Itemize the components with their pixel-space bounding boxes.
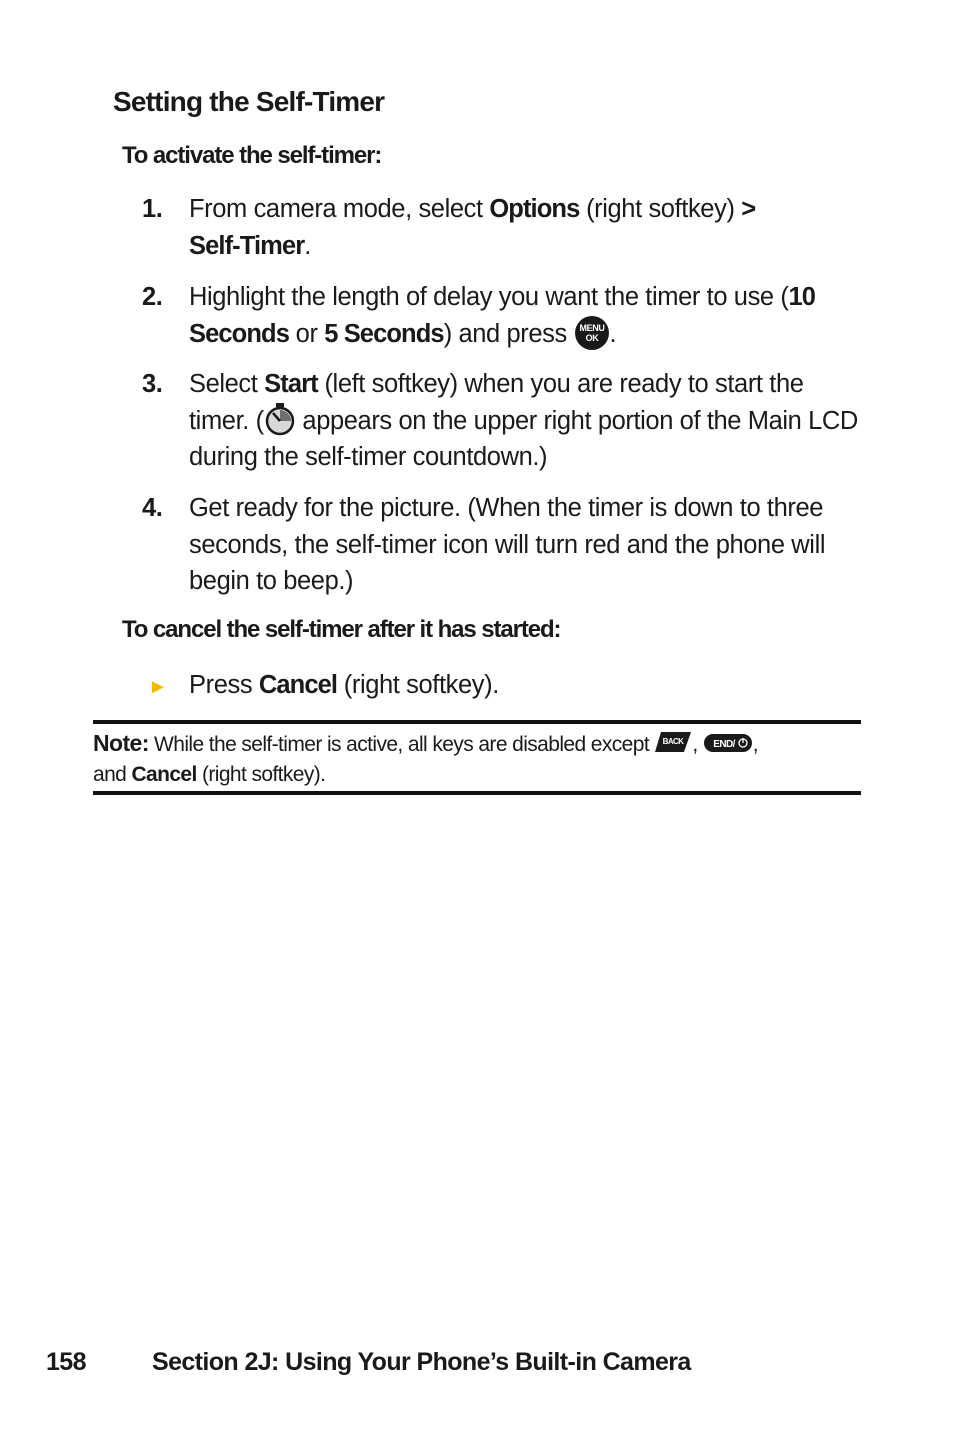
- step-number: 3.: [142, 370, 163, 398]
- step-3: [142, 366, 862, 476]
- step-text: Get ready for the picture. (When the timer is down to three seconds, the self-timer icon will turn red and the phone will begin to beep.): [189, 494, 826, 595]
- note-cancel-label: Cancel: [131, 763, 197, 786]
- step-number: 2.: [142, 283, 163, 311]
- step-4: [142, 490, 862, 600]
- step-text: Highlight the length of delay you want the timer to use (10 Seconds or 5 Seconds) and press MENU OK .: [189, 279, 862, 352]
- step-text: Select Start (left softkey) when you are ready to start the timer. ( appears on the upper right portion of the Main LCD during the self-timer countdown.): [189, 370, 858, 471]
- triangle-bullet-icon: ►: [148, 676, 168, 698]
- step-number: 1.: [142, 195, 163, 223]
- self-timer-icon: [264, 407, 296, 437]
- activate-subheading: To activate the self-timer:: [122, 142, 382, 169]
- step-number: 4.: [142, 494, 163, 522]
- five-seconds-label: 5 Seconds: [324, 319, 444, 348]
- menu-separator: >: [741, 195, 756, 223]
- svg-text:OK: OK: [585, 332, 598, 343]
- step-1: [142, 191, 862, 264]
- start-label: Start: [264, 370, 318, 398]
- cancel-subheading: To cancel the self-timer after it has started:: [122, 616, 561, 643]
- page-title: Setting the Self-Timer: [113, 86, 385, 117]
- menu-ok-key-icon: [574, 319, 610, 351]
- options-label: Options: [489, 195, 580, 223]
- ten-seconds-label: 10 Seconds: [189, 283, 816, 348]
- step-text: From camera mode, select Options (right softkey) > Self-Timer.: [189, 195, 756, 260]
- svg-text:MENU: MENU: [579, 322, 604, 333]
- self-timer-label: Self-Timer: [189, 231, 305, 260]
- cancel-label: Cancel: [258, 671, 338, 699]
- note-text: Note: While the self-timer is active, all keys are disabled except BACK , END/ , and Cancel (right softkey).: [93, 730, 759, 786]
- section-title: Section 2J: Using Your Phone’s Built-in Camera: [152, 1348, 691, 1376]
- svg-text:BACK: BACK: [662, 737, 684, 747]
- page-footer: [46, 1348, 691, 1377]
- back-key-icon: [654, 736, 692, 754]
- svg-text:END/: END/: [713, 739, 735, 751]
- note-box: [93, 720, 861, 795]
- end-power-key-icon: [703, 736, 753, 754]
- step-2: [142, 279, 862, 352]
- note-label: Note:: [93, 730, 149, 756]
- cancel-instruction: ► Press Cancel (right softkey).: [148, 667, 499, 706]
- page-number: 158: [46, 1348, 86, 1376]
